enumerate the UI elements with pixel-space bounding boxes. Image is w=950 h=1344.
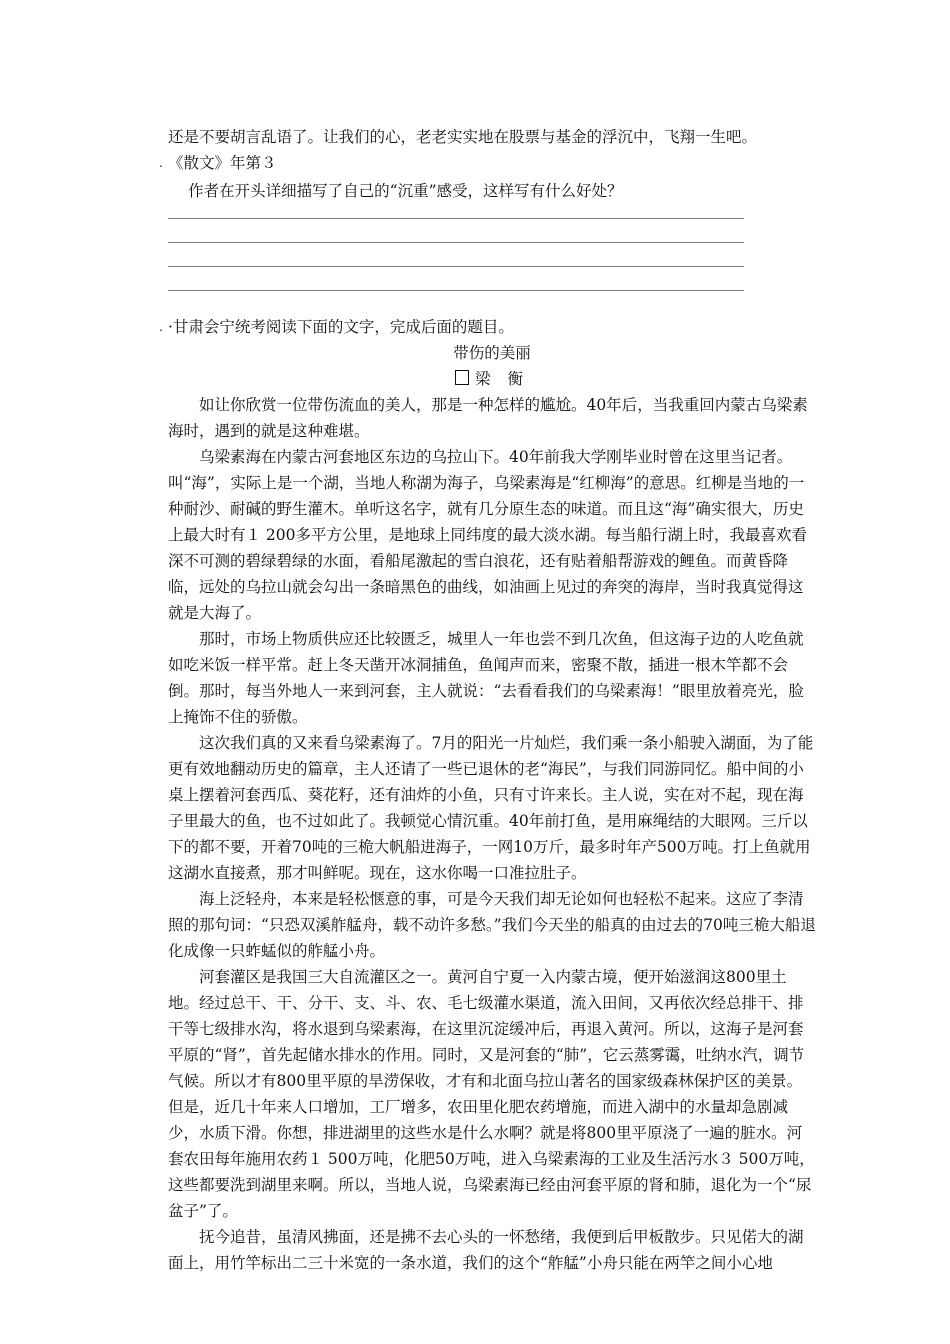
bullet-dot-icon: . bbox=[159, 156, 163, 170]
article-title: 带伤的美丽 bbox=[453, 344, 531, 362]
bullet-dot-icon: . bbox=[159, 320, 163, 334]
answer-line[interactable] bbox=[168, 290, 744, 291]
body-paragraph: 那时，市场上物质供应还比较匮乏，城里人一年也尝不到几次鱼，但这海子边的人吃鱼就如吃米饭一样平常。赶上冬天凿开冰洞捕鱼，鱼闻声而来，密聚不散，插进一根木竿都不会倒。那时，每当外地人一来到河套，主人就说：“去看看我们的乌梁素海！”眼里放着亮光，脸上掩饰不住的骄傲。 bbox=[168, 630, 804, 726]
body-paragraph: 海上泛轻舟，本来是轻松惬意的事，可是今天我们却无论如何也轻松不起来。这应了李清照的那句词：“只恐双溪舴艋舟，载不动许多愁。”我们今天坐的船真的由过去的70吨三桅大船退化成像一只蚱蜢似的舴艋小舟。 bbox=[168, 890, 816, 960]
body-paragraph: 这次我们真的又来看乌梁素海了。7月的阳光一片灿烂，我们乘一条小船驶入湖面，为了能更有效地翻动历史的篇章，主人还请了一些已退休的老“海民”，与我们同游同忆。船中间的小桌上摆着河套西瓜、葵花籽，还有油炸的小鱼，只有寸许来长。主人说，实在对不起，现在海子里最大的鱼，也不过如此了。我顿觉心情沉重。40年前打鱼，是用麻绳结的大眼网。三斤以下的都不要，开着70吨的三桅大帆船进海子，一网10万斤，最多时年产500万吨。打上鱼就用这湖水直接煮，那才叫鲜呢。现在，这水你喝一口准拉肚子。 bbox=[168, 734, 814, 882]
source-text: 《散文》年第３ bbox=[168, 154, 277, 172]
answer-line[interactable] bbox=[168, 266, 744, 267]
answer-line[interactable] bbox=[168, 242, 744, 243]
section-header bbox=[159, 314, 816, 340]
author-name: 梁 衡 bbox=[475, 370, 529, 388]
body-paragraph: 乌梁素海在内蒙古河套地区东边的乌拉山下。40年前我大学刚毕业时曾在这里当记者。叫“海”，实际上是一个湖，当地人称湖为海子，乌梁素海是“红柳海”的意思。红柳是当地的一种耐沙、耐碱的野生灌木。单听这名字，就有几分原生态的味道。而且这“海”确实很大，历史上最大时有１ 200多平方公里，是地球上同纬度的最大淡水湖。每当船行湖上时，我最喜欢看深不可测的碧绿碧绿的水面，看船尾激起的雪白浪花，还有贴着船帮游戏的鲤鱼。而黄昏降临，远处的乌拉山就会勾出一条暗黑色的曲线，如油画上见过的奔突的海岸，当时我真觉得这就是大海了。 bbox=[168, 448, 808, 622]
answer-line[interactable] bbox=[168, 218, 744, 219]
body-paragraph: 如让你欣赏一位带伤流血的美人，那是一种怎样的尴尬。40年后，当我重回内蒙古乌梁素海时，遇到的就是这种难堪。 bbox=[168, 396, 808, 440]
answer-lines[interactable] bbox=[168, 218, 816, 291]
checkbox-square-icon bbox=[455, 370, 469, 385]
question-text: 作者在开头详细描写了自己的“沉重”感受，这样写有什么好处？ bbox=[188, 182, 623, 200]
section-header-text: ·甘肃会宁统考阅读下面的文字，完成后面的题目。 bbox=[168, 318, 514, 336]
body-paragraph: 抚今追昔，虽清风拂面，还是拂不去心头的一怀愁绪，我便到后甲板散步。只见偌大的湖面上，用竹竿标出二三十米宽的一条水道，我们的这个“舴艋”小舟只能在两竿之间小心地 bbox=[168, 1228, 804, 1272]
source-line bbox=[159, 150, 816, 176]
document-content bbox=[159, 124, 816, 1276]
body-paragraph: 河套灌区是我国三大自流灌区之一。黄河自宁夏一入内蒙古境，便开始滋润这800里土地。经过总干、干、分干、支、斗、农、毛七级灌水渠道，流入田间，又再依次经总排干、排干等七级排水沟，将水退到乌梁素海，在这里沉淀缓冲后，再退入黄河。所以，这海子是河套平原的“肾”，首先起储水排水的作用。同时，又是河套的“肺”，它云蒸雾霭，吐纳水汽，调节气候。所以才有800里平原的旱涝保收，才有和北面乌拉山著名的国家级森林保护区的美景。但是，近几十年来人口增加，工厂增多，农田里化肥农药增施，而进入湖中的水量却急剧减少，水质下滑。你想，排进湖里的这些水是什么水啊？就是将800里平原浇了一遍的脏水。河套农田每年施用农药１ 500万吨，化肥50万吨，进入乌梁素海的工业及生活污水３ 500万吨，这些都要洗到湖里来啊。所以，当地人说，乌梁素海已经由河套平原的肾和肺，退化为一个“尿盆子”了。 bbox=[168, 968, 815, 1220]
intro-line: 还是不要胡言乱语了。让我们的心，老老实实地在股票与基金的浮沉中，飞翔一生吧。 bbox=[168, 128, 758, 146]
article-author bbox=[168, 366, 816, 392]
